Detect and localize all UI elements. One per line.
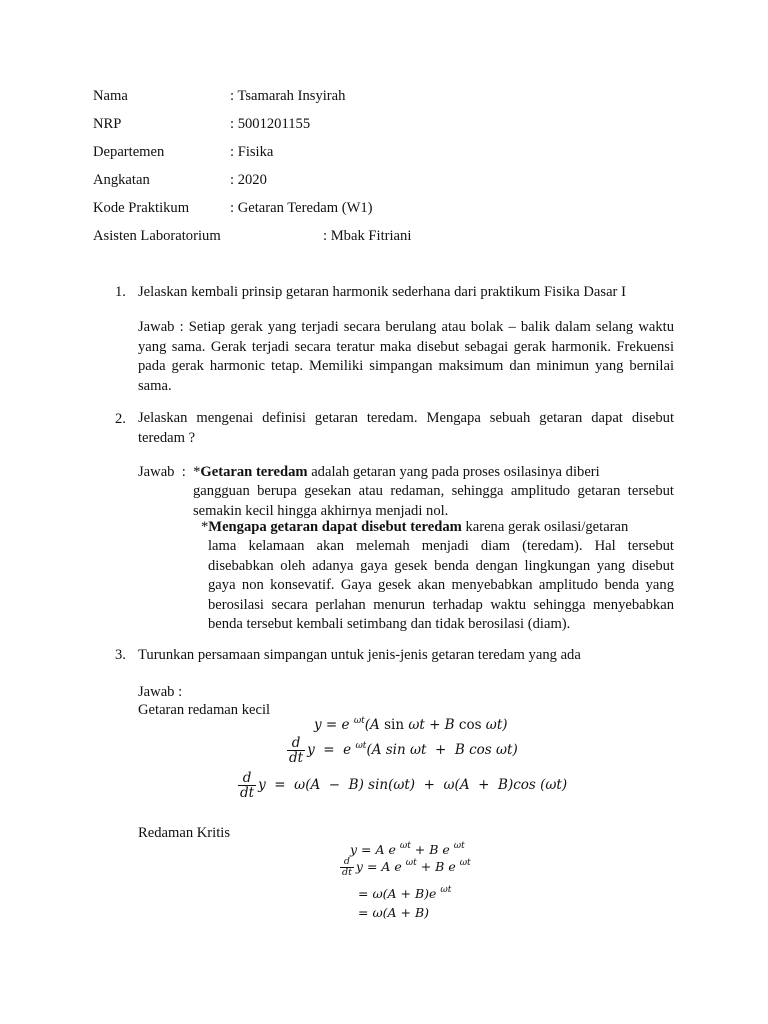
header-value: : 2020 bbox=[230, 172, 267, 188]
equation-1: y = e $^{\omega t}$(A sin ωt + B cos ωt) bbox=[314, 716, 508, 733]
section-title-critical-damping: Redaman Kritis bbox=[138, 825, 231, 841]
question-2-reason-continued: lama kelamaan akan melemah menjadi diam (teredam). Hal tersebut disebabkan oleh adanya gaya gesek benda dengan lingkungan yang disebut gaya non konsevatif. Gaya gesek akan menyebabkan amplitudo benda yang berosilasi secara perlahan menurun terhadap waktu sehingga menyebabkan benda tersebut kembali setimbang dan tidak berosilasi (diam). bbox=[208, 538, 674, 633]
equation-2: $\frac{d}{dt}$ y = e $^{\omega t}$(A sin ωt + B cos ωt) bbox=[289, 735, 518, 767]
equation-3: $\frac{d}{dt}$ y = ω(A − B) sin(ωt) + ω(A + B)cos (ωt) bbox=[240, 770, 568, 802]
question-2-text: Jelaskan mengenai definisi getaran teredam. Mengapa sebuah getaran dapat disebut teredam ? bbox=[138, 410, 674, 446]
header-label: Nama bbox=[93, 88, 128, 104]
header-label: Angkatan bbox=[93, 172, 150, 188]
question-number: 2. bbox=[115, 411, 126, 427]
reason-term: Mengapa getaran dapat disebut teredam bbox=[208, 519, 462, 535]
question-number: 3. bbox=[115, 647, 126, 663]
reason-star: * bbox=[201, 519, 209, 535]
question-1-text: Jelaskan kembali prinsip getaran harmonik sederhana dari praktikum Fisika Dasar I bbox=[138, 284, 626, 300]
equation-4: y = A e $^{\omega t}$ + B e $^{\omega t}$ bbox=[350, 841, 465, 857]
question-2-reason-line1 bbox=[201, 517, 628, 537]
question-1-answer: Jawab : Setiap gerak yang terjadi secara berulang atau bolak – balik dalam selang waktu yang sama. Gerak terjadi secara teratur maka disebut sebagai gerak harmonik. Frekuensi pada gerak harmonic tetap. Memiliki simpangan maksimum dan minimun yang bernilai sama. bbox=[138, 319, 674, 394]
header-value: : 5001201155 bbox=[230, 116, 311, 132]
header-label: Kode Praktikum bbox=[93, 200, 190, 216]
question-2-answer-line1 bbox=[138, 462, 600, 482]
header-label: Departemen bbox=[93, 144, 165, 160]
question-2-definition-continued: gangguan berupa gesekan atau redaman, sehingga amplitudo getaran tersebut semakin kecil hingga akhirnya menjadi nol. bbox=[193, 483, 674, 519]
definition-term: Getaran teredam bbox=[200, 464, 308, 480]
equation-7: = ω(A + B) bbox=[358, 905, 430, 920]
header-value: : Tsamarah Insyirah bbox=[230, 88, 346, 104]
reason-text: karena gerak osilasi/getaran bbox=[461, 519, 629, 535]
equation-5: $\frac{d}{dt}$ y = A e $^{\omega t}$ + B e $^{\omega t}$ bbox=[342, 856, 471, 878]
header-label: NRP bbox=[93, 116, 122, 132]
header-value: : Mbak Fitriani bbox=[323, 228, 412, 244]
header-label: Asisten Laboratorium bbox=[93, 228, 221, 244]
answer-label: Jawab : bbox=[138, 684, 183, 700]
equation-6: = ω(A + B)e $^{\omega t}$ bbox=[358, 885, 452, 901]
answer-prefix: Jawab : * bbox=[138, 464, 201, 480]
question-3-text: Turunkan persamaan simpangan untuk jenis-jenis getaran teredam yang ada bbox=[138, 647, 581, 663]
header-value: : Fisika bbox=[230, 144, 274, 160]
definition-text: adalah getaran yang pada proses osilasinya diberi bbox=[307, 464, 600, 480]
header-value: : Getaran Teredam (W1) bbox=[230, 200, 373, 216]
section-title-small-damping: Getaran redaman kecil bbox=[138, 702, 271, 718]
question-number: 1. bbox=[115, 284, 126, 300]
